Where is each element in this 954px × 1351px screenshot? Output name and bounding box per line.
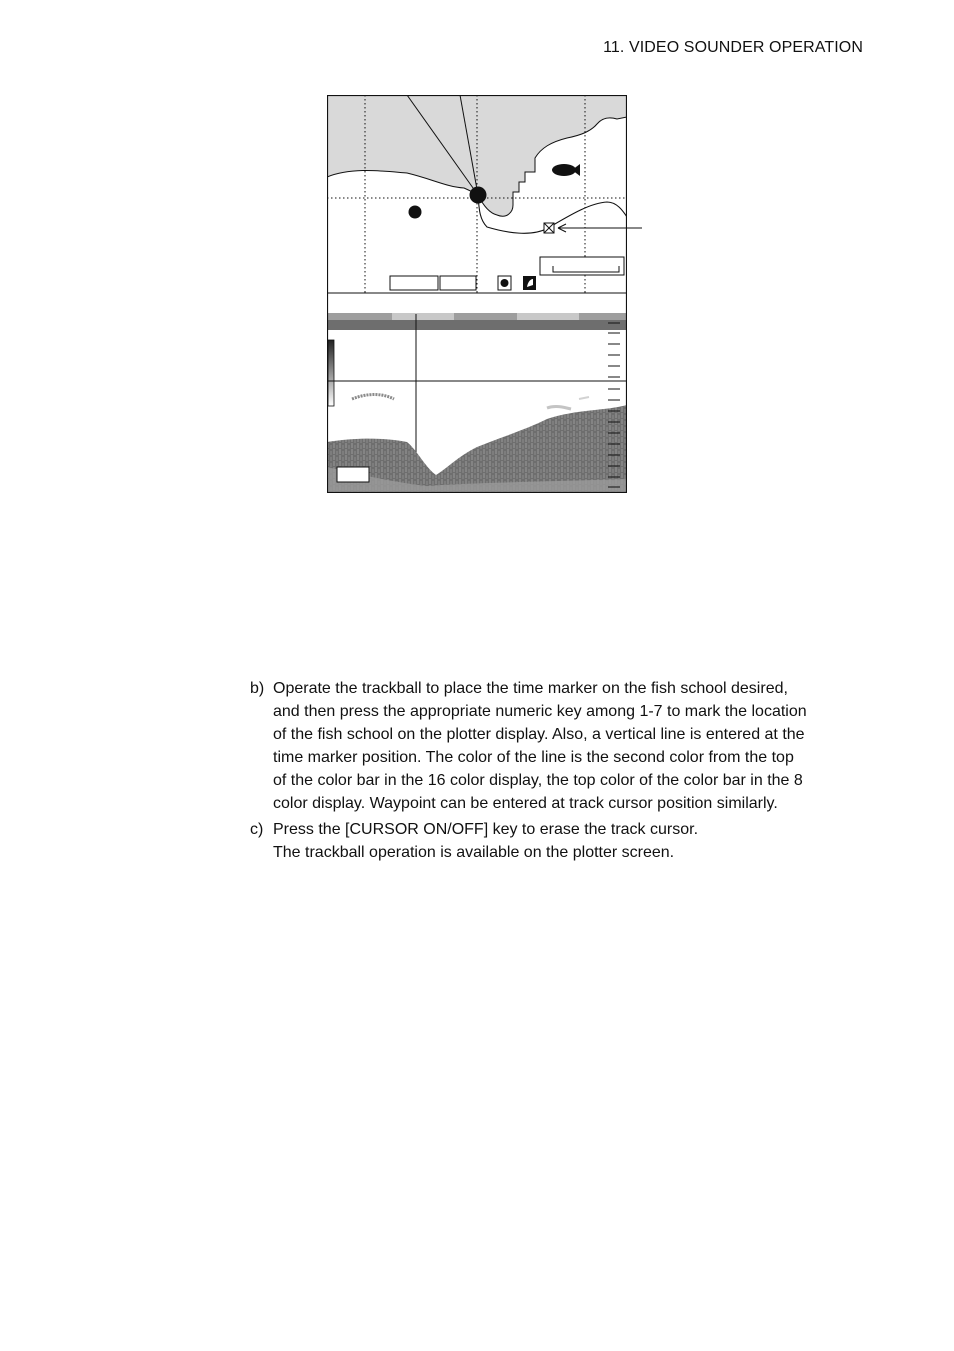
step-line: time marker position. The color of the line is the second color from the top [273,749,794,766]
step-text [273,818,698,864]
step-b [250,677,870,815]
step-letter: b) [250,680,265,697]
readout-box [390,276,438,290]
fish-school-echo [579,397,589,399]
step-line: The trackball operation is available on the plotter screen. [273,844,675,861]
sounder-panel [327,313,627,493]
fish-school-echo [352,395,394,400]
instruction-steps [250,677,870,867]
step-line: and then press the appropriate numeric key among 1-7 to mark the location [273,703,807,720]
step-line: Operate the trackball to place the time marker on the fish school desired, [273,680,788,697]
step-line: color display. Waypoint can be entered at track cursor position similarly. [273,795,778,812]
mark-mode-icon [498,276,511,290]
section-header: 11. VIDEO SOUNDER OPERATION [603,39,863,56]
step-line: of the fish school on the plotter display. Also, a vertical line is entered at the [273,726,805,743]
plotter-panel [327,95,627,293]
step-c [250,818,870,864]
plotter-sounder-figure [327,95,627,493]
step-text [273,677,807,815]
zero-line-band [327,313,627,320]
step-line: Press the [CURSOR ON/OFF] key to erase the track cursor. [273,821,699,838]
figure-svg [327,95,627,493]
callout-arrow [550,218,645,238]
fish-mode-icon [523,276,536,290]
step-letter: c) [250,821,264,838]
zero-line [327,320,627,330]
own-ship-icon [470,187,487,204]
color-bar [328,340,334,406]
readout-box [440,276,476,290]
depth-readout-box [337,467,369,482]
step-line: of the color bar in the 16 color display, the top color of the color bar in the 8 [273,772,803,789]
event-mark-icon [409,206,422,219]
fish-school-echo [547,406,571,409]
fish-icon [552,164,580,176]
